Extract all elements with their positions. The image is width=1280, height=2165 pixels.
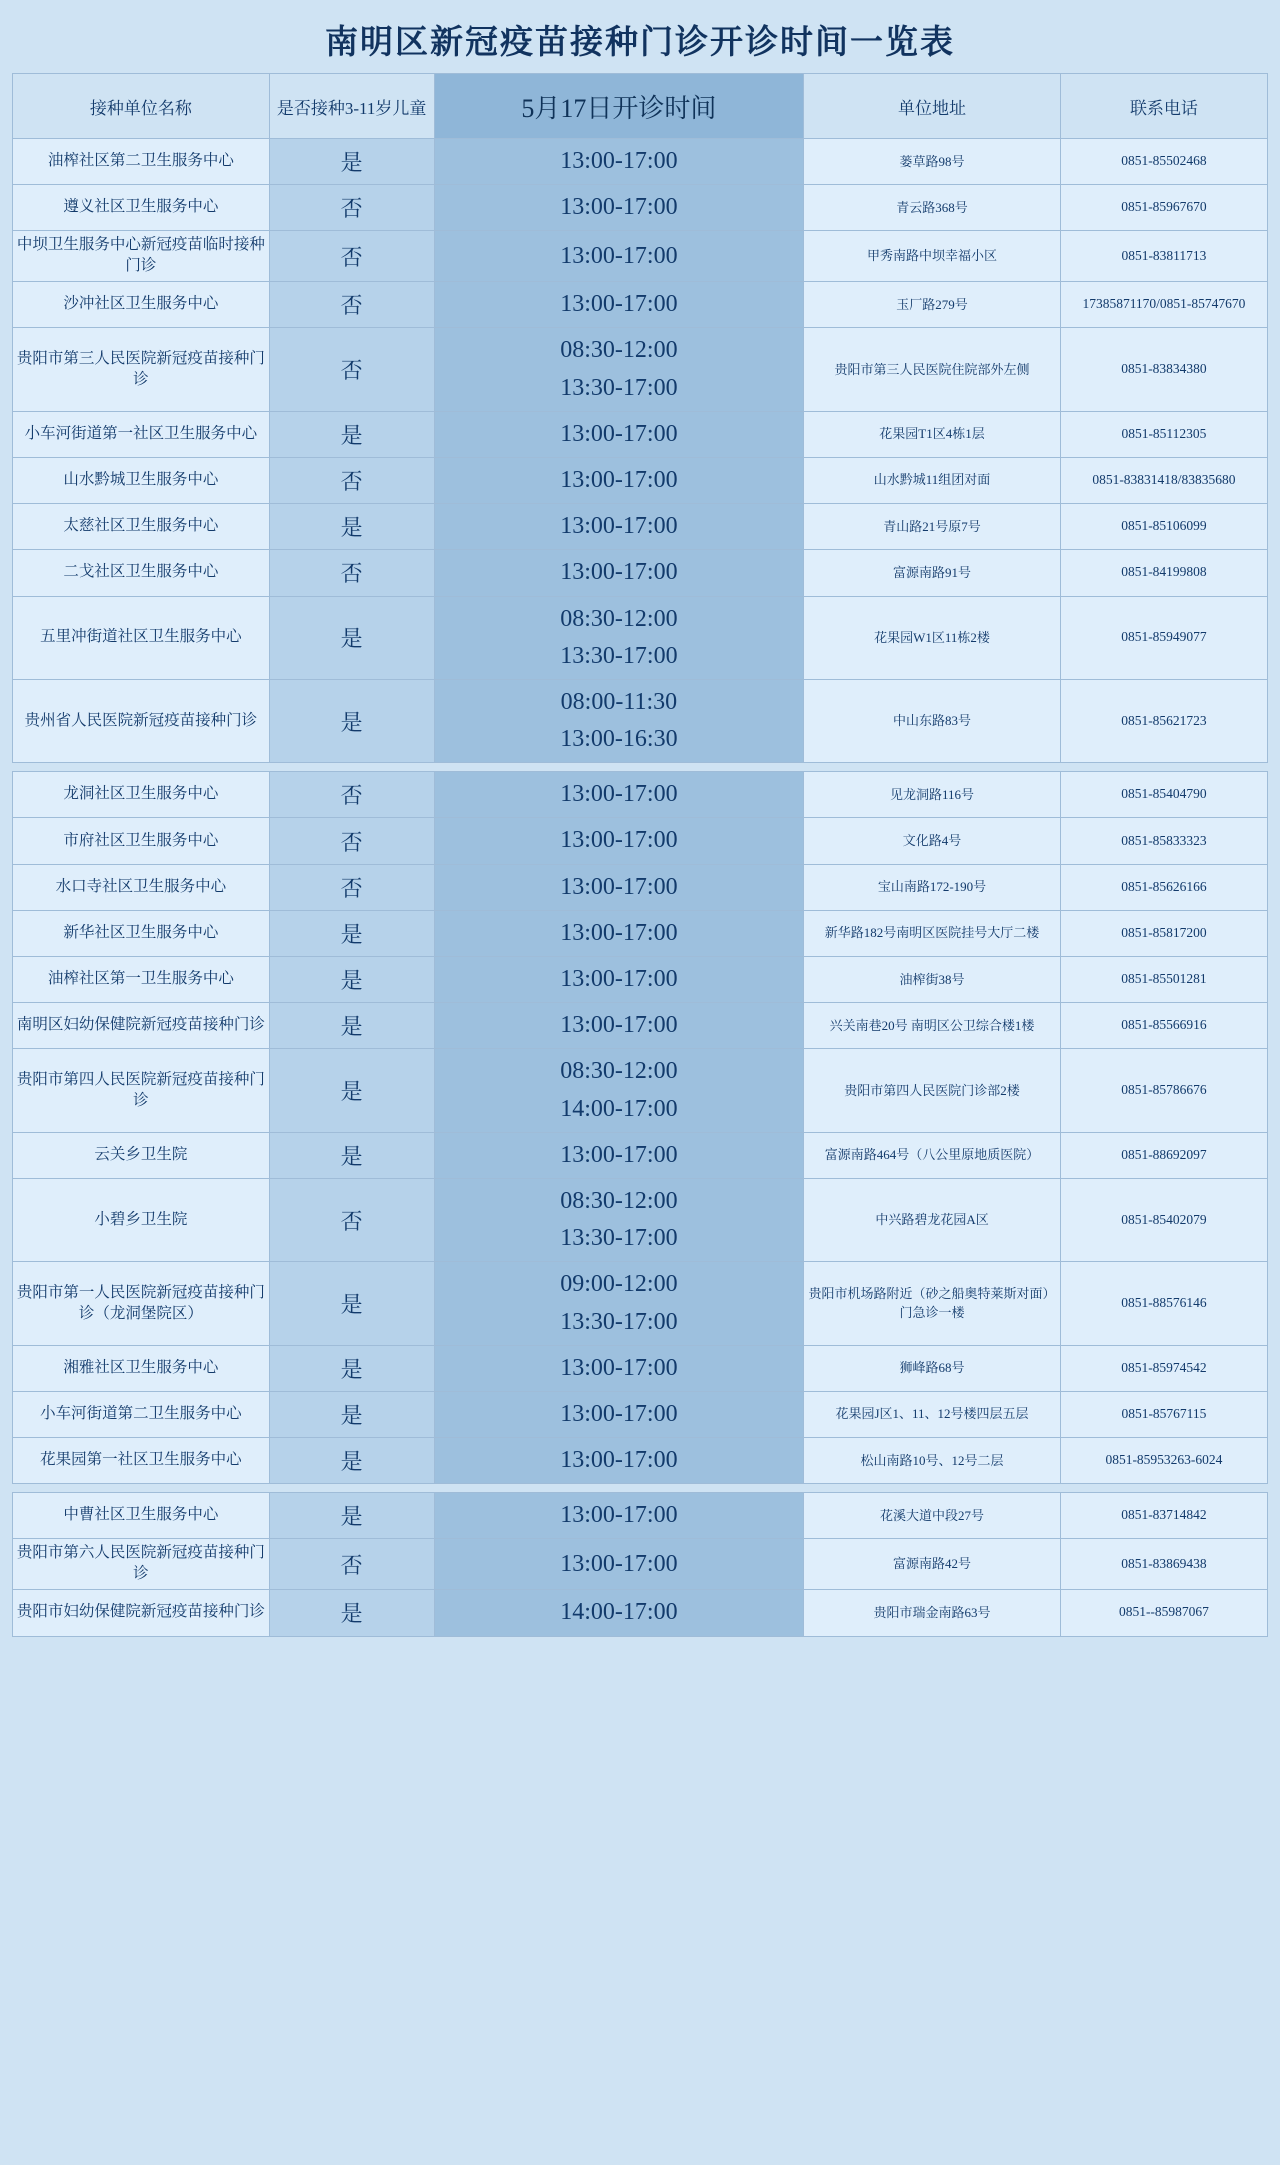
- cell-child-eligibility: 是: [269, 957, 434, 1003]
- cell-opening-time: [434, 679, 804, 762]
- cell-unit-name: 中坝卫生服务中心新冠疫苗临时接种门诊: [13, 231, 270, 282]
- time-line: 13:00-17:00: [560, 466, 678, 493]
- cell-opening-time: [434, 1003, 804, 1049]
- time-line: 13:00-17:00: [560, 966, 678, 993]
- cell-opening-time: [434, 1345, 804, 1391]
- cell-unit-name: 贵阳市第一人民医院新冠疫苗接种门诊（龙洞堡院区）: [13, 1262, 270, 1345]
- cell-unit-name: 小车河街道第一社区卫生服务中心: [13, 411, 270, 457]
- cell-child-eligibility: 是: [269, 679, 434, 762]
- column-header-name: 接种单位名称: [13, 74, 270, 139]
- cell-opening-time: [434, 1132, 804, 1178]
- cell-opening-time: [434, 957, 804, 1003]
- cell-address: 青云路368号: [804, 185, 1061, 231]
- table-row: [13, 1438, 1268, 1484]
- time-line: 13:00-16:30: [560, 726, 678, 753]
- time-line: 13:00-17:00: [560, 513, 678, 540]
- table-row: [13, 772, 1268, 818]
- cell-child-eligibility: 是: [269, 411, 434, 457]
- cell-unit-name: 贵阳市第六人民医院新冠疫苗接种门诊: [13, 1539, 270, 1590]
- section-gap: [13, 763, 1268, 772]
- cell-unit-name: 遵义社区卫生服务中心: [13, 185, 270, 231]
- time-line: 13:00-17:00: [560, 1141, 678, 1168]
- table-header: [13, 74, 1268, 139]
- cell-child-eligibility: 否: [269, 282, 434, 328]
- cell-opening-time: [434, 596, 804, 679]
- cell-unit-name: 贵州省人民医院新冠疫苗接种门诊: [13, 679, 270, 762]
- cell-phone: 0851-85974542: [1060, 1345, 1267, 1391]
- cell-phone: 0851-85626166: [1060, 864, 1267, 910]
- cell-address: 玉厂路279号: [804, 282, 1061, 328]
- table-row: [13, 185, 1268, 231]
- cell-opening-time: [434, 1438, 804, 1484]
- time-line: 08:30-12:00: [560, 1187, 678, 1214]
- cell-unit-name: 湘雅社区卫生服务中心: [13, 1345, 270, 1391]
- cell-unit-name: 云关乡卫生院: [13, 1132, 270, 1178]
- cell-phone: 0851-85402079: [1060, 1178, 1267, 1261]
- cell-phone: 0851-84199808: [1060, 550, 1267, 596]
- header-row: [13, 74, 1268, 139]
- time-line: 08:30-12:00: [560, 337, 678, 364]
- cell-opening-time: [434, 504, 804, 550]
- table-row: [13, 1345, 1268, 1391]
- cell-opening-time: [434, 282, 804, 328]
- cell-child-eligibility: 否: [269, 1178, 434, 1261]
- cell-address: 中兴路碧龙花园A区: [804, 1178, 1061, 1261]
- cell-address: 贵阳市瑞金南路63号: [804, 1590, 1061, 1636]
- time-line: 13:30-17:00: [560, 374, 678, 401]
- table-row: [13, 139, 1268, 185]
- cell-opening-time: [434, 139, 804, 185]
- cell-phone: 0851-85621723: [1060, 679, 1267, 762]
- cell-address: 贵阳市第三人民医院住院部外左侧: [804, 328, 1061, 411]
- cell-opening-time: [434, 1539, 804, 1590]
- cell-phone: 0851-83714842: [1060, 1493, 1267, 1539]
- cell-child-eligibility: 是: [269, 504, 434, 550]
- table-row: [13, 1590, 1268, 1636]
- time-line: 13:00-17:00: [560, 1400, 678, 1427]
- cell-child-eligibility: 否: [269, 818, 434, 864]
- cell-child-eligibility: 是: [269, 1003, 434, 1049]
- time-line: 13:00-17:00: [560, 1550, 678, 1577]
- cell-phone: 0851-85833323: [1060, 818, 1267, 864]
- cell-child-eligibility: 是: [269, 1049, 434, 1132]
- cell-opening-time: [434, 1262, 804, 1345]
- cell-address: 花果园J区1、11、12号楼四层五层: [804, 1391, 1061, 1437]
- cell-opening-time: [434, 1049, 804, 1132]
- time-line: 13:00-17:00: [560, 873, 678, 900]
- cell-phone: 0851-85566916: [1060, 1003, 1267, 1049]
- time-line: 13:00-17:00: [560, 420, 678, 447]
- section-gap: [13, 1484, 1268, 1493]
- cell-address: 见龙洞路116号: [804, 772, 1061, 818]
- cell-address: 花溪大道中段27号: [804, 1493, 1061, 1539]
- cell-phone: 0851-85967670: [1060, 185, 1267, 231]
- cell-phone: 0851-85949077: [1060, 596, 1267, 679]
- cell-phone: 0851-85953263-6024: [1060, 1438, 1267, 1484]
- time-line: 13:30-17:00: [560, 1308, 678, 1335]
- cell-phone: 0851-83869438: [1060, 1539, 1267, 1590]
- cell-opening-time: [434, 910, 804, 956]
- cell-child-eligibility: 是: [269, 1493, 434, 1539]
- cell-address: 富源南路91号: [804, 550, 1061, 596]
- cell-address: 文化路4号: [804, 818, 1061, 864]
- cell-unit-name: 二戈社区卫生服务中心: [13, 550, 270, 596]
- cell-unit-name: 五里冲街道社区卫生服务中心: [13, 596, 270, 679]
- table-row: [13, 864, 1268, 910]
- cell-unit-name: 中曹社区卫生服务中心: [13, 1493, 270, 1539]
- time-line: 14:00-17:00: [560, 1095, 678, 1122]
- cell-unit-name: 南明区妇幼保健院新冠疫苗接种门诊: [13, 1003, 270, 1049]
- cell-phone: 0851-85112305: [1060, 411, 1267, 457]
- table-row: [13, 504, 1268, 550]
- cell-phone: 0851-85767115: [1060, 1391, 1267, 1437]
- cell-opening-time: [434, 328, 804, 411]
- cell-address: 蒌草路98号: [804, 139, 1061, 185]
- cell-address: 甲秀南路中坝幸福小区: [804, 231, 1061, 282]
- cell-phone: 0851-88576146: [1060, 1262, 1267, 1345]
- cell-opening-time: [434, 1391, 804, 1437]
- time-line: 13:00-17:00: [560, 1354, 678, 1381]
- cell-address: 青山路21号原7号: [804, 504, 1061, 550]
- cell-address: 油榨街38号: [804, 957, 1061, 1003]
- table-row: [13, 550, 1268, 596]
- cell-phone: 0851--85987067: [1060, 1590, 1267, 1636]
- time-line: 13:00-17:00: [560, 827, 678, 854]
- cell-unit-name: 龙洞社区卫生服务中心: [13, 772, 270, 818]
- cell-unit-name: 市府社区卫生服务中心: [13, 818, 270, 864]
- table-row: [13, 596, 1268, 679]
- cell-opening-time: [434, 772, 804, 818]
- cell-child-eligibility: 否: [269, 1539, 434, 1590]
- cell-opening-time: [434, 550, 804, 596]
- table-row: [13, 282, 1268, 328]
- table-row: [13, 910, 1268, 956]
- cell-phone: 0851-83831418/83835680: [1060, 457, 1267, 503]
- table-row: [13, 1262, 1268, 1345]
- time-line: 13:30-17:00: [560, 1225, 678, 1252]
- cell-child-eligibility: 是: [269, 1345, 434, 1391]
- cell-phone: 0851-85786676: [1060, 1049, 1267, 1132]
- time-line: 13:00-17:00: [560, 1447, 678, 1474]
- cell-phone: 17385871170/0851-85747670: [1060, 282, 1267, 328]
- table-row: [13, 328, 1268, 411]
- cell-unit-name: 油榨社区第一卫生服务中心: [13, 957, 270, 1003]
- table-row: [13, 957, 1268, 1003]
- cell-child-eligibility: 是: [269, 139, 434, 185]
- cell-child-eligibility: 是: [269, 1132, 434, 1178]
- cell-opening-time: [434, 457, 804, 503]
- cell-opening-time: [434, 1178, 804, 1261]
- cell-address: 松山南路10号、12号二层: [804, 1438, 1061, 1484]
- cell-address: 兴关南巷20号 南明区公卫综合楼1楼: [804, 1003, 1061, 1049]
- time-line: 09:00-12:00: [560, 1271, 678, 1298]
- column-header-time: 5月17日开诊时间: [434, 74, 804, 139]
- time-line: 13:00-17:00: [560, 1502, 678, 1529]
- cell-child-eligibility: 否: [269, 328, 434, 411]
- time-line: 13:00-17:00: [560, 291, 678, 318]
- cell-child-eligibility: 否: [269, 772, 434, 818]
- cell-unit-name: 水口寺社区卫生服务中心: [13, 864, 270, 910]
- time-line: 13:00-17:00: [560, 242, 678, 269]
- table-row: [13, 411, 1268, 457]
- cell-address: 贵阳市机场路附近（砂之船奥特莱斯对面）门急诊一楼: [804, 1262, 1061, 1345]
- cell-unit-name: 贵阳市第四人民医院新冠疫苗接种门诊: [13, 1049, 270, 1132]
- table-row: [13, 1049, 1268, 1132]
- cell-child-eligibility: 否: [269, 457, 434, 503]
- time-line: 14:00-17:00: [560, 1599, 678, 1626]
- cell-phone: 0851-88692097: [1060, 1132, 1267, 1178]
- cell-child-eligibility: 是: [269, 910, 434, 956]
- cell-address: 山水黔城11组团对面: [804, 457, 1061, 503]
- cell-unit-name: 贵阳市第三人民医院新冠疫苗接种门诊: [13, 328, 270, 411]
- column-header-child: 是否接种3-11岁儿童: [269, 74, 434, 139]
- section-gap-cell: [13, 763, 1268, 772]
- cell-child-eligibility: 是: [269, 596, 434, 679]
- cell-child-eligibility: 是: [269, 1262, 434, 1345]
- cell-phone: 0851-85817200: [1060, 910, 1267, 956]
- cell-unit-name: 太慈社区卫生服务中心: [13, 504, 270, 550]
- time-line: 08:30-12:00: [560, 1058, 678, 1085]
- page-title: 南明区新冠疫苗接种门诊开诊时间一览表: [325, 25, 955, 61]
- table-row: [13, 1493, 1268, 1539]
- cell-unit-name: 沙冲社区卫生服务中心: [13, 282, 270, 328]
- cell-address: 狮峰路68号: [804, 1345, 1061, 1391]
- cell-child-eligibility: 否: [269, 185, 434, 231]
- cell-unit-name: 油榨社区第二卫生服务中心: [13, 139, 270, 185]
- schedule-table: [12, 73, 1268, 1637]
- cell-opening-time: [434, 1493, 804, 1539]
- time-line: 13:00-17:00: [560, 148, 678, 174]
- cell-phone: 0851-83834380: [1060, 328, 1267, 411]
- table-row: [13, 1132, 1268, 1178]
- cell-address: 新华路182号南明区医院挂号大厅二楼: [804, 910, 1061, 956]
- section-gap-cell: [13, 1484, 1268, 1493]
- cell-child-eligibility: 是: [269, 1590, 434, 1636]
- table-row: [13, 457, 1268, 503]
- cell-phone: 0851-85404790: [1060, 772, 1267, 818]
- cell-opening-time: [434, 411, 804, 457]
- cell-child-eligibility: 是: [269, 1391, 434, 1437]
- cell-unit-name: 花果园第一社区卫生服务中心: [13, 1438, 270, 1484]
- cell-address: 富源南路42号: [804, 1539, 1061, 1590]
- cell-child-eligibility: 是: [269, 1438, 434, 1484]
- table-row: [13, 1539, 1268, 1590]
- cell-child-eligibility: 否: [269, 550, 434, 596]
- time-line: 13:00-17:00: [560, 781, 678, 808]
- cell-opening-time: [434, 231, 804, 282]
- cell-child-eligibility: 否: [269, 864, 434, 910]
- time-line: 13:00-17:00: [560, 1012, 678, 1039]
- cell-address: 富源南路464号（八公里原地质医院）: [804, 1132, 1061, 1178]
- cell-opening-time: [434, 185, 804, 231]
- cell-address: 中山东路83号: [804, 679, 1061, 762]
- table-row: [13, 818, 1268, 864]
- table-row: [13, 1391, 1268, 1437]
- cell-opening-time: [434, 1590, 804, 1636]
- cell-child-eligibility: 否: [269, 231, 434, 282]
- cell-phone: 0851-83811713: [1060, 231, 1267, 282]
- column-header-phone: 联系电话: [1060, 74, 1267, 139]
- cell-unit-name: 小碧乡卫生院: [13, 1178, 270, 1261]
- cell-opening-time: [434, 818, 804, 864]
- cell-phone: 0851-85502468: [1060, 139, 1267, 185]
- column-header-address: 单位地址: [804, 74, 1061, 139]
- cell-unit-name: 贵阳市妇幼保健院新冠疫苗接种门诊: [13, 1590, 270, 1636]
- time-line: 13:30-17:00: [560, 642, 678, 669]
- time-line: 13:00-17:00: [560, 194, 678, 221]
- cell-phone: 0851-85106099: [1060, 504, 1267, 550]
- table-row: [13, 679, 1268, 762]
- cell-unit-name: 山水黔城卫生服务中心: [13, 457, 270, 503]
- cell-opening-time: [434, 864, 804, 910]
- cell-address: 宝山南路172-190号: [804, 864, 1061, 910]
- cell-unit-name: 新华社区卫生服务中心: [13, 910, 270, 956]
- time-line: 13:00-17:00: [560, 559, 678, 586]
- table-row: [13, 1178, 1268, 1261]
- table-row: [13, 231, 1268, 282]
- table-row: [13, 1003, 1268, 1049]
- table-body: [13, 139, 1268, 1637]
- cell-address: 贵阳市第四人民医院门诊部2楼: [804, 1049, 1061, 1132]
- cell-address: 花果园W1区11栋2楼: [804, 596, 1061, 679]
- time-line: 13:00-17:00: [560, 919, 678, 946]
- cell-address: 花果园T1区4栋1层: [804, 411, 1061, 457]
- cell-phone: 0851-85501281: [1060, 957, 1267, 1003]
- cell-unit-name: 小车河街道第二卫生服务中心: [13, 1391, 270, 1437]
- time-line: 08:00-11:30: [560, 688, 678, 715]
- time-line: 08:30-12:00: [560, 605, 678, 632]
